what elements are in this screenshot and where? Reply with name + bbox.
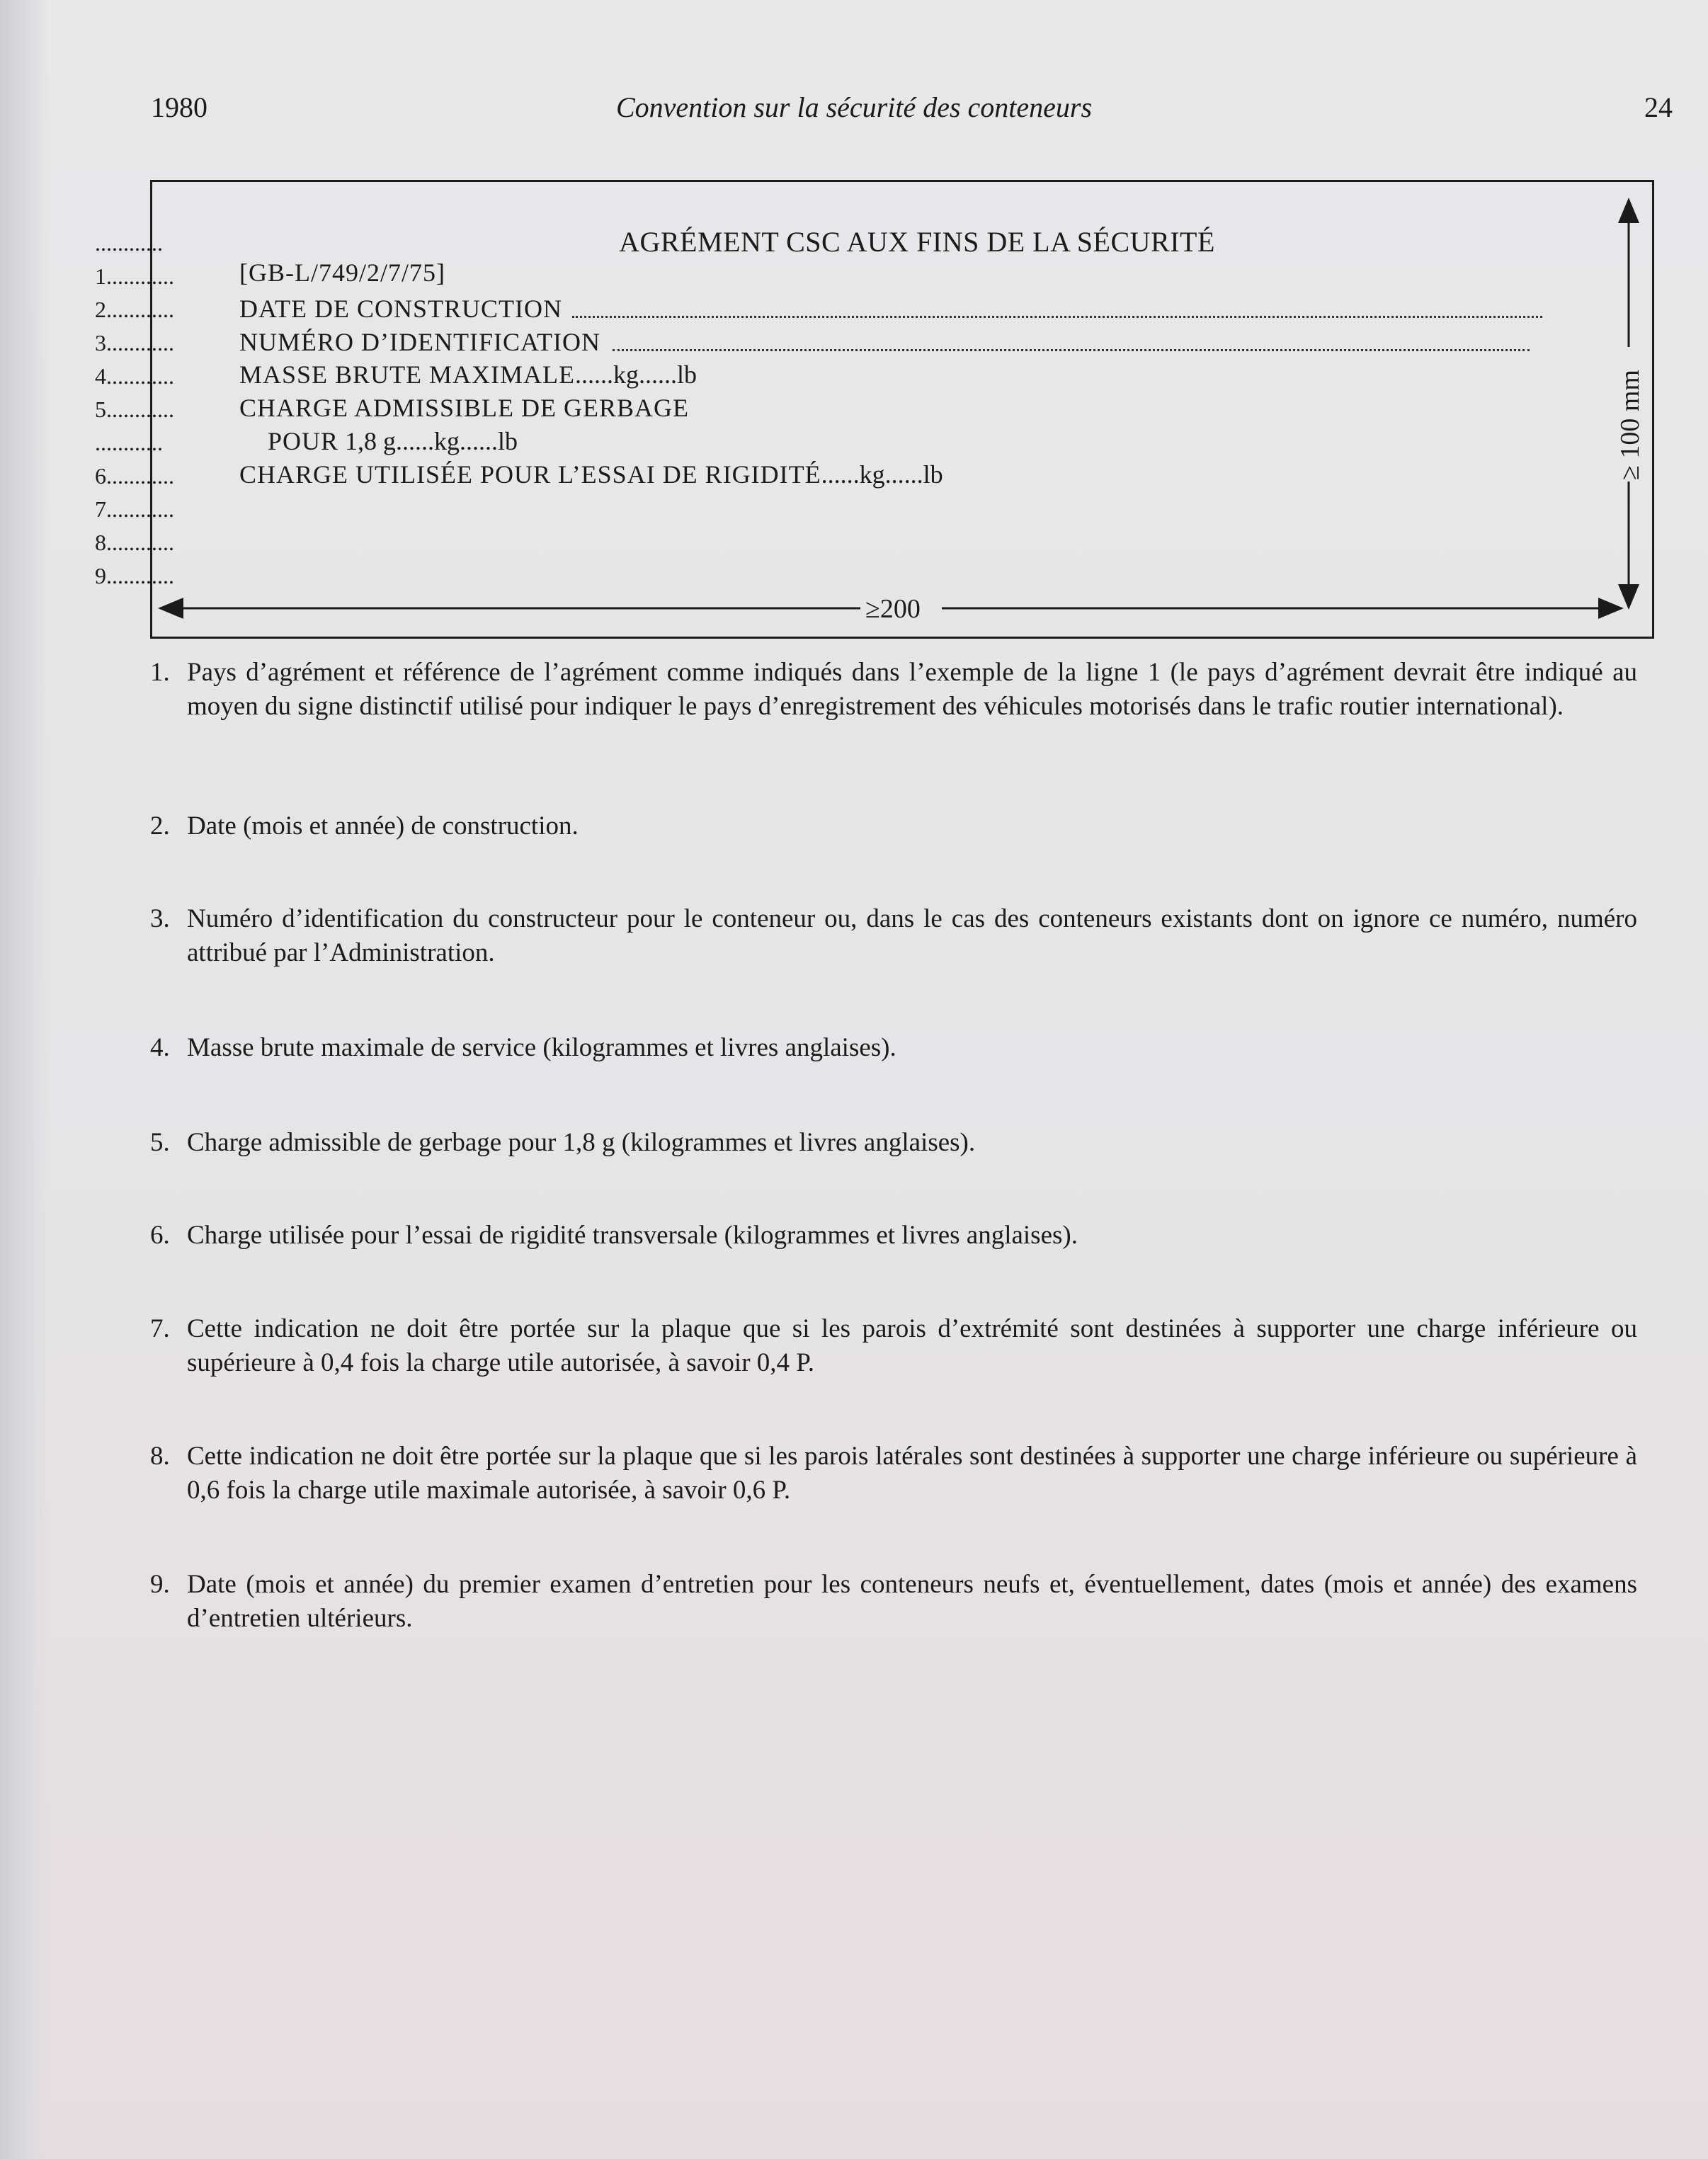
note-text: Cette indication ne doit être portée sur la plaque que si les parois latérales sont destinées à supporter une charge inférieure ou supérieure à 0,6 fois la charge utile maximale autorisée, à savoir 0,6 P.: [187, 1442, 1637, 1505]
row-number: 8............: [95, 530, 174, 555]
note-item: [150, 1219, 1637, 1253]
note-item: [150, 1312, 1637, 1380]
page-number: 24: [1644, 91, 1673, 123]
note-text: Date (mois et année) du premier examen d’entretien pour les conteneurs neufs et, éventuellement, dates (mois et année) des examens d’entretien ultérieurs.: [187, 1570, 1637, 1633]
date-construction-label: DATE DE CONSTRUCTION: [239, 295, 562, 323]
note-number: 8.: [150, 1442, 170, 1471]
header-title: Convention sur la sécurité des conteneurs: [615, 91, 1093, 123]
row-number: 9............: [95, 563, 174, 588]
row-number: ............: [95, 230, 163, 256]
note-number: 4.: [150, 1033, 170, 1062]
note-text: Cette indication ne doit être portée sur la plaque que si les parois d’extrémité sont destinées à supporter une charge inférieure ou supérieure à 0,4 fois la charge utile autorisée, à savoir 0,4 P.: [187, 1314, 1637, 1377]
height-dimension-label: ≥ 100 mm: [1615, 370, 1645, 480]
note-item: [150, 809, 1637, 843]
row-number: 4............: [95, 363, 174, 389]
note-text: Charge admissible de gerbage pour 1,8 g (kilogrammes et livres anglaises).: [187, 1128, 976, 1157]
stacking-load-units: 1,8 g......kg......lb: [338, 427, 518, 455]
row-number: 1............: [95, 263, 174, 289]
note-number: 9.: [150, 1570, 170, 1599]
note-item: [150, 902, 1637, 970]
row-number: 6............: [95, 463, 174, 489]
width-dimension-label: ≥200: [865, 594, 921, 624]
note-number: 7.: [150, 1314, 170, 1343]
note-number: 1.: [150, 658, 170, 687]
row-number: ............: [95, 430, 163, 455]
rigidity-load-label: CHARGE UTILISÉE POUR L’ESSAI DE RIGIDITÉ: [239, 460, 821, 489]
stacking-load-sub-label: POUR: [268, 427, 339, 455]
plate-title: AGRÉMENT CSC AUX FINS DE LA SÉCURITÉ: [619, 226, 1215, 258]
note-number: 3.: [150, 904, 170, 933]
row-number: 5............: [95, 397, 174, 422]
max-gross-mass-units: ......kg......lb: [575, 360, 698, 389]
note-text: Numéro d’identification du constructeur pour le conteneur ou, dans le cas des conteneurs existants dont on ignore ce numéro, numéro attribué par l’Administration.: [187, 904, 1637, 967]
note-text: Date (mois et année) de construction.: [187, 811, 579, 841]
note-item: [150, 1031, 1637, 1065]
identification-label: NUMÉRO D’IDENTIFICATION: [239, 328, 600, 356]
note-item: [150, 1126, 1637, 1160]
row-number: 2............: [95, 297, 174, 322]
note-item: [150, 1568, 1637, 1636]
header-year: 1980: [151, 91, 207, 123]
note-text: Masse brute maximale de service (kilogrammes et livres anglaises).: [187, 1033, 896, 1062]
max-gross-mass-label: MASSE BRUTE MAXIMALE: [239, 360, 576, 389]
note-text: Pays d’agrément et référence de l’agrément comme indiqués dans l’exemple de la ligne 1 (le pays d’agrément devrait être indiqué au moyen du signe distinctif utilisé pour indiquer le pays d’enregistrement des véhicules motorisés dans le trafic routier international).: [187, 658, 1637, 721]
stacking-load-label: CHARGE ADMISSIBLE DE GERBAGE: [239, 394, 690, 422]
rigidity-load-units: ......kg......lb: [821, 460, 943, 489]
note-item: [150, 656, 1637, 724]
note-number: 6.: [150, 1221, 170, 1250]
note-number: 5.: [150, 1128, 170, 1157]
row-number: 7............: [95, 496, 174, 522]
note-number: 2.: [150, 811, 170, 841]
row-number: 3............: [95, 330, 174, 355]
note-text: Charge utilisée pour l’essai de rigidité transversale (kilogrammes et livres anglaises).: [187, 1221, 1078, 1250]
note-item: [150, 1440, 1637, 1508]
approval-reference: [GB-L/749/2/7/75]: [239, 258, 445, 287]
